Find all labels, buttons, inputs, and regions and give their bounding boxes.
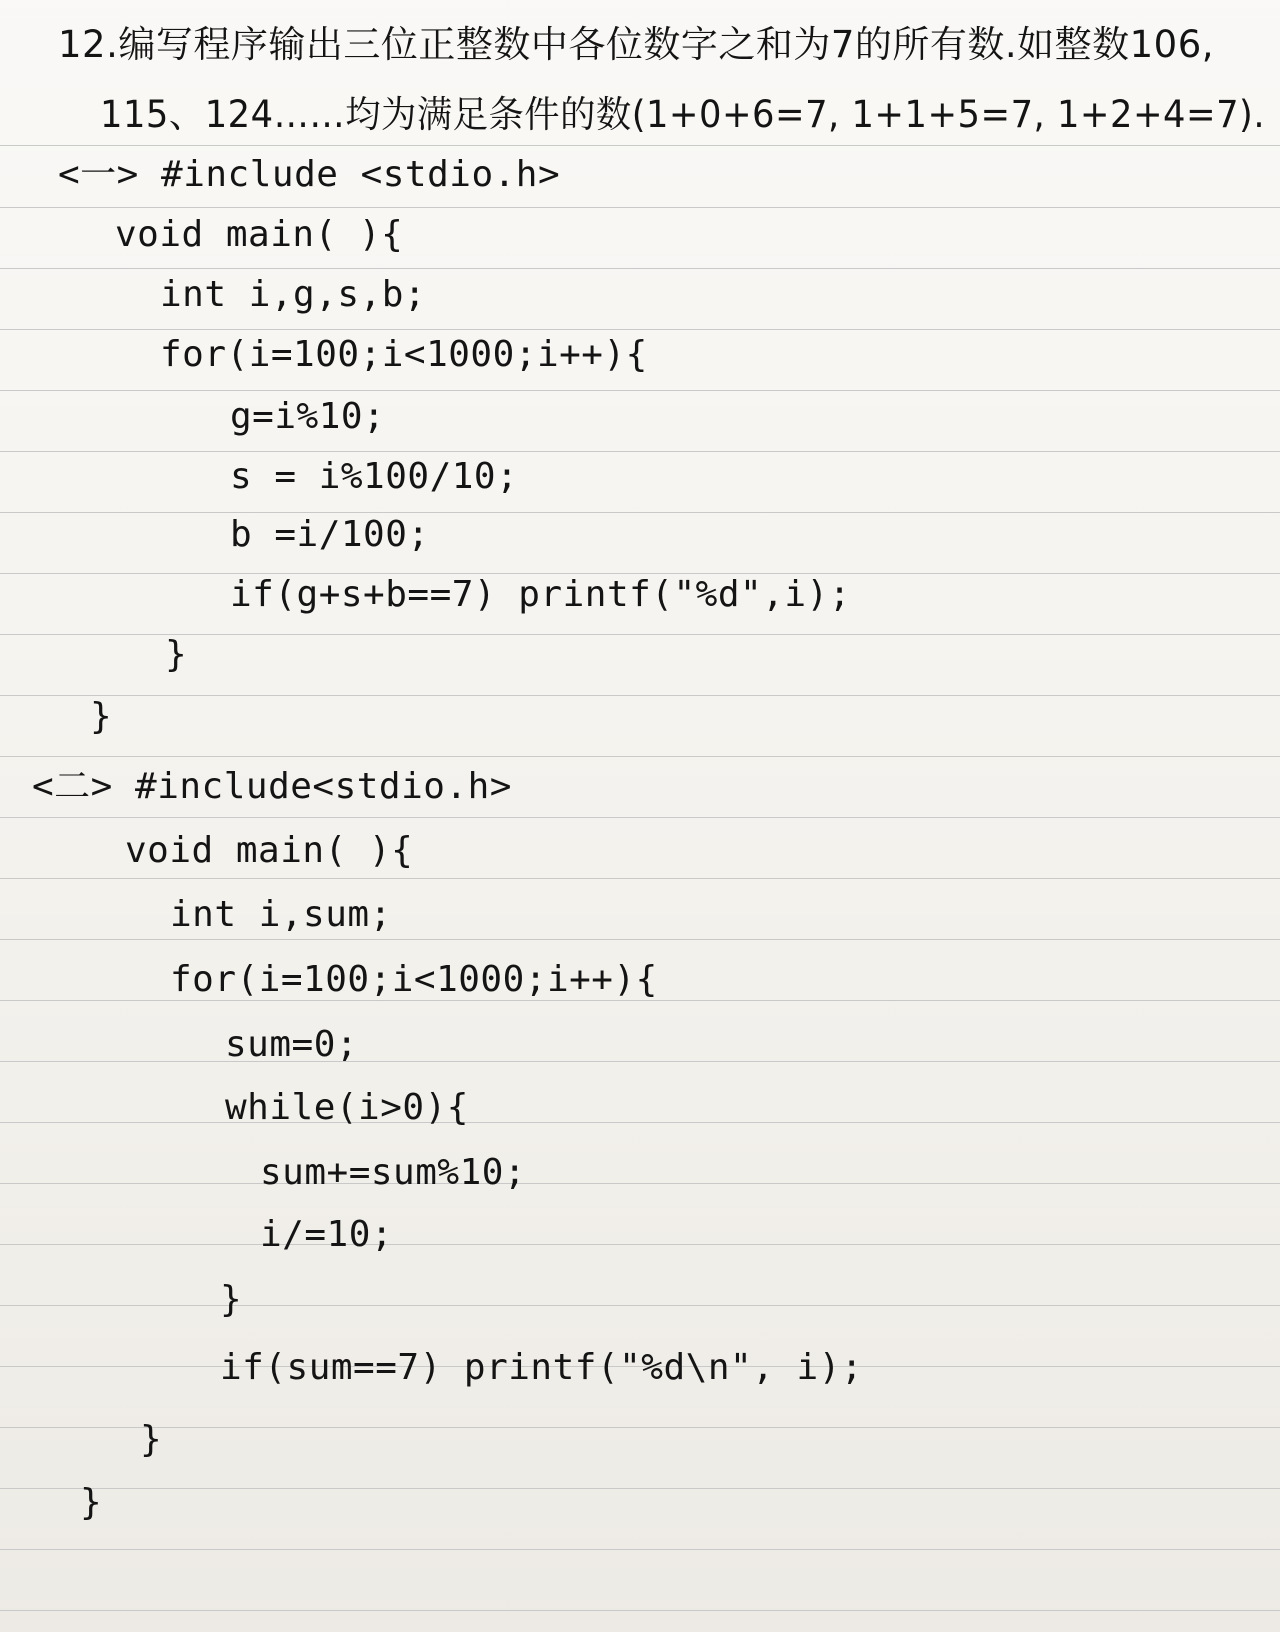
- ruled-line: [0, 634, 1280, 635]
- code-line: <一> #include <stdio.h>: [58, 154, 561, 195]
- code-line: while(i>0){: [225, 1087, 469, 1128]
- ruled-line: [0, 756, 1280, 757]
- code-line: for(i=100;i<1000;i++){: [170, 959, 658, 1000]
- code-line: b =i/100;: [230, 514, 430, 555]
- ruled-line: [0, 451, 1280, 452]
- code-line: if(g+s+b==7) printf("%d",i);: [230, 574, 851, 615]
- ruled-line: [0, 207, 1280, 208]
- code-line: }: [90, 696, 113, 737]
- code-line: s = i%100/10;: [230, 456, 519, 497]
- ruled-line: [0, 390, 1280, 391]
- ruled-line: [0, 1305, 1280, 1306]
- ruled-line: [0, 1244, 1280, 1245]
- ruled-line: [0, 695, 1280, 696]
- code-line: }: [165, 634, 188, 675]
- ruled-line: [0, 145, 1280, 146]
- code-line: int i,g,s,b;: [160, 274, 427, 315]
- question-text: 12.编写程序输出三位正整数中各位数字之和为7的所有数.如整数106,: [58, 23, 1215, 66]
- ruled-line: [0, 1549, 1280, 1550]
- code-line: for(i=100;i<1000;i++){: [160, 334, 648, 375]
- ruled-line: [0, 268, 1280, 269]
- code-line: int i,sum;: [170, 894, 392, 935]
- code-line: <二> #include<stdio.h>: [32, 766, 512, 807]
- code-line: void main( ){: [115, 214, 404, 255]
- question-text: 115、124……均为满足条件的数(1+0+6=7, 1+1+5=7, 1+2+4=7).: [100, 93, 1266, 136]
- code-line: }: [220, 1279, 243, 1320]
- ruled-line: [0, 1610, 1280, 1611]
- code-line: i/=10;: [260, 1214, 394, 1255]
- ruled-line: [0, 817, 1280, 818]
- code-line: sum+=sum%10;: [260, 1152, 527, 1193]
- code-line: sum=0;: [225, 1024, 359, 1065]
- ruled-line: [0, 1122, 1280, 1123]
- ruled-line: [0, 1183, 1280, 1184]
- code-line: void main( ){: [125, 830, 414, 871]
- code-line: }: [140, 1419, 163, 1460]
- ruled-line: [0, 1488, 1280, 1489]
- code-line: if(sum==7) printf("%d\n", i);: [220, 1347, 864, 1388]
- ruled-line: [0, 1427, 1280, 1428]
- code-line: }: [80, 1482, 103, 1523]
- ruled-line: [0, 512, 1280, 513]
- code-line: g=i%10;: [230, 396, 386, 437]
- ruled-line: [0, 1061, 1280, 1062]
- ruled-line: [0, 878, 1280, 879]
